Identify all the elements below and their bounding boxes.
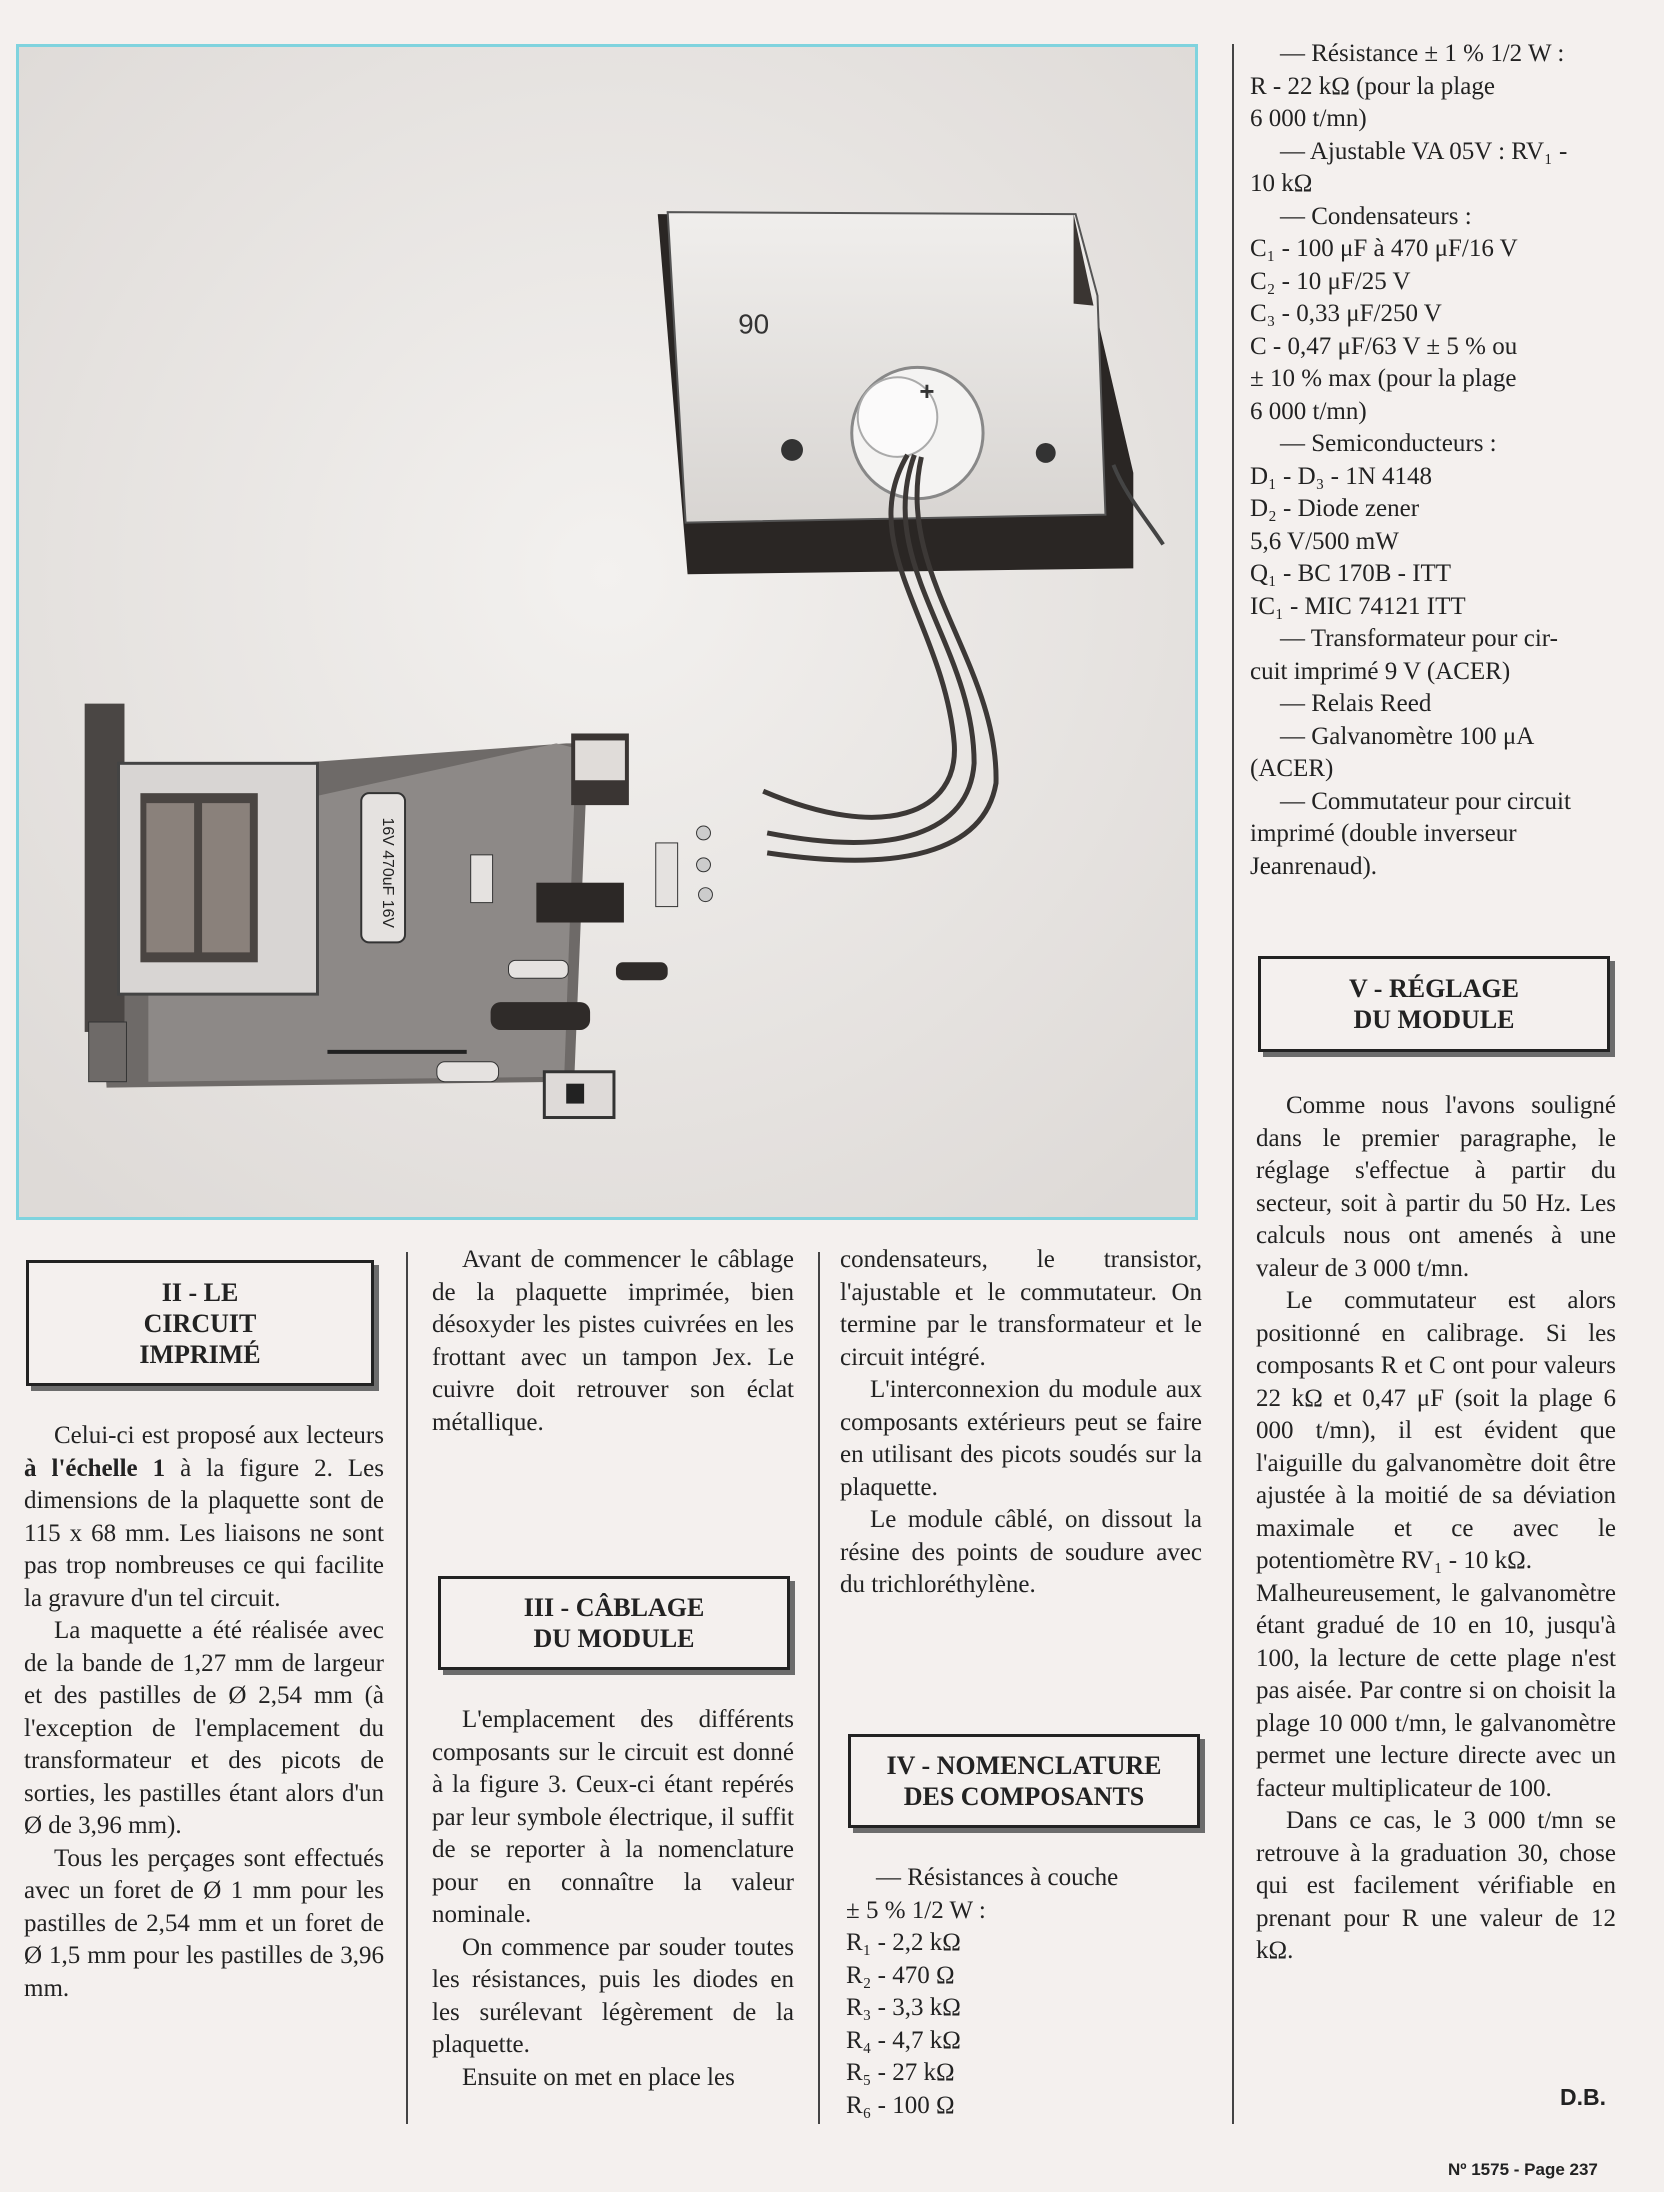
component-line: — Semiconducteurs : [1280, 430, 1497, 457]
section4-heading-line2: DES COMPOSANTS [903, 1782, 1145, 1811]
column-rule [406, 1252, 408, 2124]
component-line: — Transformateur pour cir- [1280, 625, 1558, 652]
section5-text [1256, 1090, 1616, 1968]
section5-heading [1258, 956, 1610, 1052]
components-lines [1250, 38, 1612, 883]
section4-heading [848, 1734, 1200, 1828]
component-line: — Relais Reed [1280, 690, 1432, 717]
component-line: — Galvanomètre 100 μA [1280, 722, 1535, 750]
section5-paragraph: Comme nous l'avons souligné dans le premier paragraphe, le réglage s'effectue à partir du secteur, soit à partir du 50 Hz. Les calculs nous ont amenés à une valeur de 3 000 t/mn. [1256, 1092, 1616, 1282]
section3-continued-text [840, 1244, 1202, 1602]
component-line: cuit imprimé 9 V (ACER) [1250, 657, 1511, 685]
component-line: ± 5 % 1/2 W : [846, 1896, 986, 1924]
galvanometer [658, 212, 1163, 574]
component-line: IC₁ - MIC 74121 ITT [1250, 592, 1466, 620]
section2-heading-line2: CIRCUIT [143, 1308, 257, 1338]
component-line: (ACER) [1250, 755, 1334, 782]
component-line: 6 000 t/mn) [1250, 105, 1367, 132]
component-line: 5,6 V/500 mW [1250, 527, 1399, 555]
capacitor-label: 16V 470uF 16V [379, 817, 397, 929]
section3-paragraph: Ensuite on met en place les [462, 2063, 735, 2091]
section5-paragraph: Dans ce cas, le 3 000 t/mn se retrouve à la graduation 30, chose qui est facilement vérifiable en prenant pour R une valeur de 12 kΩ. [1256, 1807, 1616, 1964]
component-line: — Commutateur pour circuit [1280, 787, 1571, 815]
components-list [846, 1862, 1204, 2122]
section5-heading-line2: DU MODULE [1353, 1005, 1515, 1034]
section3-heading-line1: III - CÂBLAGE [523, 1593, 705, 1622]
component-line: 6 000 t/mn) [1250, 397, 1367, 425]
section2-heading-line1: II - LE [161, 1277, 239, 1307]
page-number: - Page 237 [1513, 2160, 1598, 2179]
section2-paragraph: La maquette a été réalisée avec de la bande de 1,27 mm de largeur et des pastilles de Ø 2,54 mm (à l'exception de l'emplacement du transformateur et des picots de sorties, les pastilles étant alors d'un Ø de 3,96 mm). [24, 1617, 384, 1839]
section3-paragraph: On commence par souder toutes les résistances, puis les diodes en les surélevant légèrement de la plaquette. [432, 1933, 794, 2058]
component-line: — Résistances à couche [876, 1864, 1119, 1891]
meter-label: 06 [738, 308, 770, 340]
component-line: ± 10 % max (pour la plage [1250, 365, 1517, 392]
section3-heading-line2: DU MODULE [533, 1624, 695, 1653]
section2-text-run: Celui-ci est proposé aux lecteurs [54, 1422, 384, 1449]
component-line: imprimé (double inverseur [1250, 820, 1517, 847]
section3-heading [438, 1576, 790, 1670]
section2-heading [26, 1260, 374, 1386]
section3-paragraph: L'interconnexion du module aux composants extérieurs peut se faire en utilisant des picots soudés sur la plaquette. [840, 1376, 1202, 1501]
column-rule [818, 1252, 820, 2124]
component-line: C - 0,47 μF/63 V ± 5 % ou [1250, 332, 1518, 360]
component-line: R₃ - 3,3 kΩ [846, 1994, 961, 2021]
component-line: Q₁ - BC 170B - ITT [1250, 560, 1452, 587]
section2-paragraph [24, 1420, 384, 1615]
section3-paragraph: L'emplacement des différents composants sur le circuit est donné à la figure 3. Ceux-ci étant repérés par leur symbole électrique, il suffit de se reporter à la nomenclature pour en connaître la valeur nominale. [432, 1706, 794, 1928]
component-line: R₄ - 4,7 kΩ [846, 2026, 961, 2054]
module-photo [19, 47, 1195, 1217]
issue-number: Nº 1575 [1448, 2160, 1510, 2179]
meter-plus-mark: + [919, 378, 935, 407]
author-signature: D.B. [1560, 2084, 1606, 2110]
component-line: — Ajustable VA 05V : RV₁ - [1280, 137, 1568, 165]
section3-text [432, 1704, 794, 2094]
section3-paragraph: Le module câblé, on dissout la résine des points de soudure avec du trichloréthylène. [840, 1506, 1202, 1598]
section4-heading-line1: IV - NOMENCLATURE [886, 1751, 1162, 1780]
component-line: R₆ - 100 Ω [846, 2091, 955, 2119]
section2-text-run: à la figure 2. Les dimensions de la plaquette sont de 115 x 68 mm. Les liaisons ne sont pas trop nombreuses ce qui facilite la gravure d'un tel circuit. [24, 1454, 384, 1612]
component-line: R₅ - 27 kΩ [846, 2059, 955, 2086]
section2-heading-line3: IMPRIMÉ [139, 1339, 261, 1369]
component-line: D₁ - D₃ - 1N 4148 [1250, 462, 1432, 490]
component-line: Jeanrenaud). [1250, 852, 1378, 880]
component-line: R₁ - 2,2 kΩ [846, 1929, 961, 1956]
nomenclature-lines [846, 1862, 1204, 2122]
continued-paragraph: condensateurs, le transistor, l'ajustable et le commutateur. On termine par le transformateur et le circuit intégré. [840, 1246, 1202, 1371]
photo-figure [16, 44, 1198, 1220]
component-line: D₂ - Diode zener [1250, 495, 1420, 522]
components-list-continued [1250, 38, 1612, 883]
component-line: — Résistance ± 1 % 1/2 W : [1280, 40, 1565, 67]
section2-text [24, 1420, 384, 2005]
section5-heading-line1: V - RÉGLAGE [1349, 974, 1519, 1003]
component-line: C₁ - 100 μF à 470 μF/16 V [1250, 235, 1518, 262]
page-footer [1448, 2160, 1598, 2180]
component-line: — Condensateurs : [1280, 202, 1472, 230]
component-line: 10 kΩ [1250, 170, 1313, 197]
component-line: C₂ - 10 μF/25 V [1250, 267, 1411, 295]
scale-emphasis: à l'échelle 1 [24, 1454, 166, 1482]
section2-paragraph: Tous les perçages sont effectués avec un foret de Ø 1 mm pour les pastilles de 2,54 mm et un foret de Ø 1,5 mm pour les pastilles de 3,96 mm. [24, 1844, 384, 2002]
section5-paragraph: Le commutateur est alors positionné en calibrage. Si les composants R et C ont pour valeurs 22 kΩ et 0,47 μF (soit la plage 6 000 t/mn), il est évident que l'aiguille du galvanomètre doit être ajustée à la moitié de sa déviation maximale et ce avec le potentiomètre RV₁ - 10 kΩ. [1256, 1287, 1616, 1574]
component-line: R - 22 kΩ (pour la plage [1250, 72, 1495, 100]
column-rule [1232, 44, 1234, 2124]
component-line: C₃ - 0,33 μF/250 V [1250, 300, 1442, 327]
intro-paragraph: Avant de commencer le câblage de la plaquette imprimée, bien désoxyder les pistes cuivrées en les frottant avec un tampon Jex. Le cuivre doit retrouver son éclat métallique. [432, 1246, 794, 1436]
component-line: R₂ - 470 Ω [846, 1961, 955, 1989]
section5-paragraph: Malheureusement, le galvanomètre étant gradué de 10 en 10, jusqu'à 100, la lecture de cette plage n'est pas aisée. Par contre si on choisit la plage 10 000 t/mn, le galvanomètre permet une lecture directe avec un facteur multiplicateur de 100. [1256, 1579, 1616, 1802]
wiring-intro-text [432, 1244, 794, 1439]
